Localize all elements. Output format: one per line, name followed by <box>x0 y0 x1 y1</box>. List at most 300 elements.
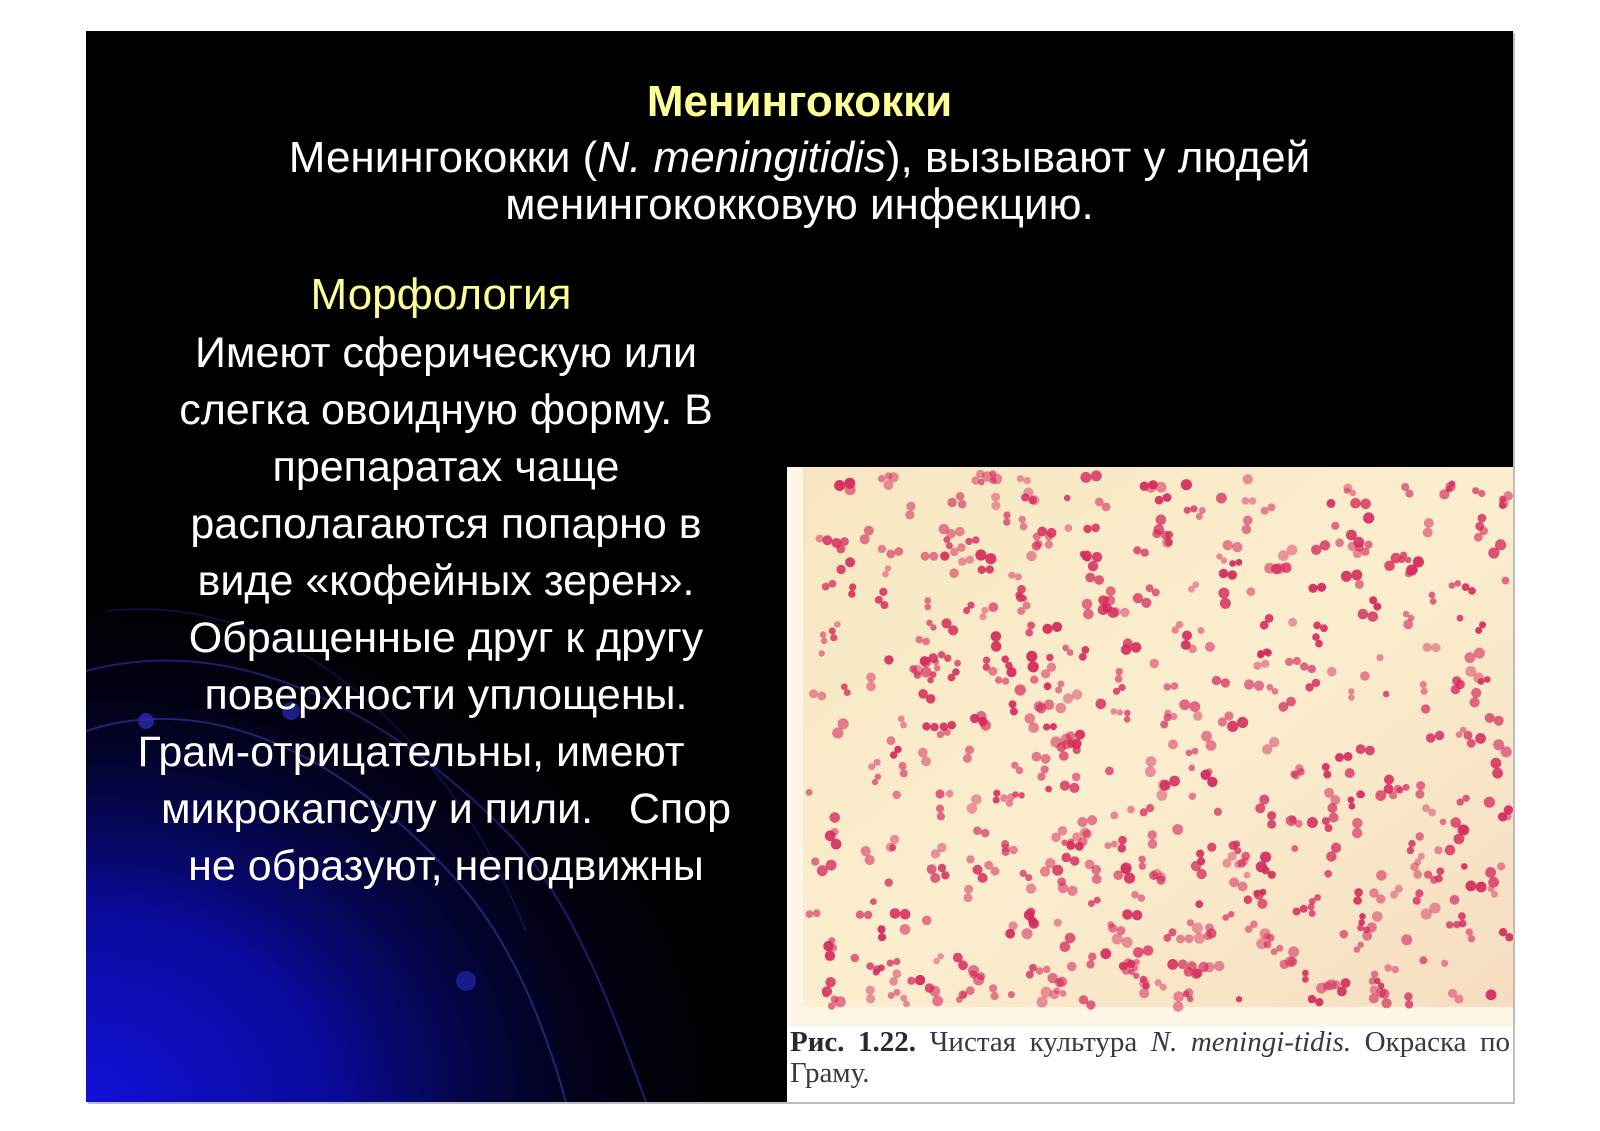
coccus <box>806 910 814 918</box>
coccus <box>1229 560 1236 567</box>
slide-title: Менингококки <box>646 77 953 126</box>
coccus <box>1325 824 1333 832</box>
coccus <box>1045 541 1053 549</box>
coccus <box>1132 910 1142 920</box>
coccus <box>1113 870 1123 880</box>
coccus <box>1457 615 1464 622</box>
coccus <box>1152 589 1160 597</box>
coccus <box>1363 926 1370 933</box>
coccus <box>834 621 841 628</box>
coccus <box>1262 744 1272 754</box>
coccus <box>1244 872 1251 879</box>
coccus <box>1064 495 1071 502</box>
coccus <box>966 855 974 863</box>
coccus <box>1052 622 1062 632</box>
coccus <box>844 689 851 696</box>
coccus <box>1160 984 1167 991</box>
coccus <box>925 983 934 992</box>
coccus <box>1000 794 1008 802</box>
coccus <box>1127 806 1135 814</box>
coccus <box>1256 938 1267 949</box>
coccus <box>978 873 988 883</box>
coccus <box>1118 844 1127 853</box>
coccus <box>1315 640 1323 648</box>
coccus <box>1406 565 1417 576</box>
coccus <box>1430 598 1437 605</box>
coccus <box>1003 511 1010 518</box>
coccus <box>1124 710 1131 717</box>
subtitle-text-before: Менингококки ( <box>288 133 598 182</box>
coccus <box>1423 528 1433 538</box>
coccus <box>1167 959 1178 970</box>
coccus <box>1341 571 1352 582</box>
coccus <box>1037 773 1045 781</box>
coccus <box>1070 856 1080 866</box>
coccus <box>1198 627 1205 634</box>
coccus <box>1476 882 1487 893</box>
coccus <box>1285 658 1293 666</box>
coccus <box>986 565 994 573</box>
coccus <box>879 588 887 596</box>
coccus <box>1055 687 1062 694</box>
coccus <box>927 677 934 684</box>
coccus <box>978 717 987 726</box>
coccus <box>1322 763 1330 771</box>
coccus <box>811 857 819 865</box>
coccus <box>1041 669 1050 678</box>
coccus <box>1475 733 1486 744</box>
coccus <box>981 607 988 614</box>
coccus <box>1058 883 1068 893</box>
coccus <box>977 972 985 980</box>
coccus <box>1082 599 1093 610</box>
coccus <box>964 893 973 902</box>
micrograph-figure <box>787 467 1513 1102</box>
coccus <box>1421 704 1430 713</box>
coccus <box>1176 935 1185 944</box>
coccus <box>1092 874 1102 884</box>
coccus <box>1182 631 1192 641</box>
coccus <box>1110 812 1118 820</box>
coccus <box>1058 680 1065 687</box>
coccus <box>958 960 968 970</box>
coccus <box>936 805 944 813</box>
coccus <box>1009 846 1018 855</box>
coccus <box>920 657 931 668</box>
coccus <box>1455 580 1462 587</box>
coccus <box>1064 524 1072 532</box>
coccus <box>1254 681 1264 691</box>
coccus <box>1323 981 1332 990</box>
caption-text: Чистая культура <box>929 1026 1138 1058</box>
coccus <box>899 762 907 770</box>
coccus <box>937 731 944 738</box>
coccus <box>1104 842 1111 849</box>
coccus <box>1204 962 1214 972</box>
coccus <box>1152 529 1161 538</box>
coccus <box>1484 676 1491 683</box>
coccus <box>865 855 875 865</box>
coccus <box>1275 563 1286 574</box>
morphology-line: препаратах чаще <box>272 443 620 491</box>
coccus <box>1214 808 1222 816</box>
coccus <box>1045 786 1052 793</box>
coccus <box>1467 739 1476 748</box>
coccus <box>1405 557 1412 564</box>
coccus <box>1295 764 1303 772</box>
coccus <box>1371 971 1378 978</box>
coccus <box>1305 683 1313 691</box>
coccus <box>1449 582 1456 589</box>
coccus <box>1454 994 1463 1003</box>
coccus <box>1253 890 1260 897</box>
coccus <box>1223 540 1233 550</box>
coccus <box>885 565 892 572</box>
caption-stain: Окраска по Граму. <box>790 1026 1511 1089</box>
coccus <box>922 916 932 926</box>
coccus <box>819 650 825 656</box>
coccus <box>1272 688 1279 695</box>
coccus <box>992 474 1003 485</box>
coccus <box>1062 740 1072 750</box>
coccus <box>950 548 959 557</box>
coccus <box>1288 946 1299 957</box>
coccus <box>975 549 986 560</box>
coccus <box>1111 841 1118 848</box>
coccus <box>1323 771 1331 779</box>
coccus <box>946 542 953 549</box>
coccus <box>1026 651 1037 662</box>
coccus <box>933 958 940 965</box>
coccus <box>1348 694 1354 700</box>
coccus <box>845 484 856 495</box>
coccus <box>829 812 840 823</box>
coccus <box>993 790 1000 797</box>
coccus <box>1196 869 1206 879</box>
coccus <box>1102 503 1111 512</box>
coccus <box>1413 897 1421 905</box>
coccus <box>1001 848 1009 856</box>
coccus <box>816 535 824 543</box>
coccus <box>1169 776 1180 787</box>
coccus <box>1261 507 1269 515</box>
coccus <box>940 722 949 731</box>
coccus <box>1399 557 1406 564</box>
coccus <box>1379 989 1389 999</box>
coccus <box>1390 891 1398 899</box>
coccus <box>1091 470 1102 481</box>
coccus <box>900 769 908 777</box>
coccus <box>813 909 821 917</box>
coccus <box>1149 480 1158 489</box>
coccus <box>948 625 958 635</box>
coccus <box>1088 561 1098 571</box>
coccus <box>1026 551 1036 561</box>
coccus <box>1358 609 1369 620</box>
coccus <box>1141 598 1151 608</box>
coccus <box>1032 752 1042 762</box>
coccus <box>821 638 828 645</box>
coccus <box>878 475 886 483</box>
coccus <box>1302 976 1309 983</box>
coccus <box>851 954 860 963</box>
coccus <box>991 992 999 1000</box>
coccus <box>1082 646 1090 654</box>
coccus <box>1088 900 1095 907</box>
coccus <box>1181 479 1192 490</box>
coccus <box>1221 678 1230 687</box>
coccus <box>1246 587 1255 596</box>
coccus <box>1172 824 1183 835</box>
figure-caption <box>790 1027 1510 1089</box>
coccus <box>817 865 828 876</box>
coccus <box>1268 503 1276 511</box>
coccus <box>1029 918 1039 928</box>
coccus <box>1207 777 1217 787</box>
coccus <box>1116 926 1125 935</box>
coccus <box>1123 638 1133 648</box>
coccus <box>1408 840 1415 847</box>
coccus <box>1352 818 1362 828</box>
coccus <box>1009 700 1017 708</box>
coccus <box>1030 676 1038 684</box>
coccus <box>1232 542 1242 552</box>
coccus <box>955 527 965 537</box>
coccus <box>1423 643 1432 652</box>
coccus <box>890 751 897 758</box>
coccus <box>1163 493 1172 502</box>
coccus <box>1048 973 1058 983</box>
coccus <box>981 829 990 838</box>
coccus <box>1015 573 1022 580</box>
coccus <box>1193 711 1202 720</box>
coccus <box>1475 522 1484 531</box>
coccus <box>978 479 985 486</box>
coccus <box>1160 721 1168 729</box>
morphology-line: Грам-отрицательны, имеют <box>137 728 685 776</box>
coccus <box>1220 598 1231 609</box>
coccus <box>848 590 855 597</box>
coccus <box>1302 970 1309 977</box>
coccus <box>1384 964 1392 972</box>
coccus <box>835 996 846 1007</box>
coccus <box>1222 859 1231 868</box>
coccus <box>1419 956 1427 964</box>
coccus <box>1141 549 1149 557</box>
coccus <box>915 975 925 985</box>
coccus <box>1313 622 1321 630</box>
coccus <box>1145 766 1156 777</box>
coccus <box>1190 505 1197 512</box>
coccus <box>1450 895 1460 905</box>
coccus <box>1221 557 1227 563</box>
coccus <box>938 864 946 872</box>
coccus <box>1016 767 1023 774</box>
coccus <box>886 550 895 559</box>
coccus <box>1376 894 1385 903</box>
coccus <box>1218 717 1227 726</box>
coccus <box>1015 684 1026 695</box>
coccus <box>963 754 972 763</box>
coccus <box>934 665 940 671</box>
coccus <box>1237 717 1248 728</box>
coccus <box>1037 996 1048 1007</box>
coccus <box>1105 767 1114 776</box>
coccus <box>1188 586 1195 593</box>
coccus <box>1195 900 1203 908</box>
coccus <box>1060 941 1071 952</box>
coccus <box>1096 699 1107 710</box>
coccus <box>1360 671 1370 681</box>
coccus <box>995 676 1002 683</box>
coccus <box>1156 514 1167 525</box>
coccus <box>1091 865 1101 875</box>
coccus <box>1018 792 1024 798</box>
coccus <box>1498 812 1507 821</box>
coccus <box>825 951 835 961</box>
coccus <box>973 826 982 835</box>
coccus <box>924 604 931 611</box>
coccus <box>1111 708 1117 714</box>
coccus <box>1067 649 1074 656</box>
coccus <box>1121 863 1132 874</box>
coccus <box>1222 914 1229 921</box>
coccus <box>1146 756 1157 767</box>
coccus <box>938 651 945 658</box>
coccus <box>1485 867 1496 878</box>
coccus <box>1026 883 1036 893</box>
coccus <box>1052 865 1063 876</box>
coccus <box>929 552 938 561</box>
coccus <box>1327 667 1337 677</box>
coccus <box>1344 483 1353 492</box>
coccus <box>1173 991 1184 1002</box>
coccus <box>1092 552 1102 562</box>
coccus <box>958 558 966 566</box>
coccus <box>1257 650 1265 658</box>
coccus <box>1391 966 1399 974</box>
coccus <box>1370 985 1379 994</box>
coccus <box>829 580 837 588</box>
coccus <box>1193 969 1203 979</box>
coccus <box>849 583 856 590</box>
coccus <box>958 500 967 509</box>
coccus <box>1028 722 1039 733</box>
coccus <box>988 602 998 612</box>
coccus <box>1352 828 1362 838</box>
coccus <box>1171 682 1179 690</box>
coccus <box>971 794 982 805</box>
coccus <box>1405 490 1413 498</box>
coccus <box>1271 948 1278 955</box>
coccus <box>1260 889 1267 896</box>
coccus <box>1003 518 1010 525</box>
morphology-line: Обращенные друг к другу <box>188 614 704 662</box>
coccus <box>820 631 827 638</box>
coccus <box>1075 730 1085 740</box>
coccus <box>1062 853 1072 863</box>
coccus <box>924 597 931 604</box>
coccus <box>1008 991 1015 998</box>
coccus <box>1122 937 1133 948</box>
coccus <box>880 601 888 609</box>
coccus <box>809 689 818 698</box>
coccus <box>1311 545 1321 555</box>
coccus <box>903 1001 910 1008</box>
coccus <box>1397 787 1404 794</box>
coccus <box>1027 622 1035 630</box>
coccus <box>1242 497 1250 505</box>
coccus <box>1502 577 1510 585</box>
coccus <box>1300 662 1308 670</box>
coccus <box>1108 924 1117 933</box>
morphology-line: слегка овоидную форму. В <box>179 386 713 434</box>
coccus <box>1124 873 1135 884</box>
coccus <box>983 664 990 671</box>
coccus <box>940 551 949 560</box>
coccus <box>856 911 864 919</box>
coccus <box>825 977 835 987</box>
coccus <box>939 524 949 534</box>
coccus <box>1401 934 1412 945</box>
coccus <box>1413 870 1422 879</box>
morphology-heading: Морфология <box>310 270 572 319</box>
coccus <box>1376 870 1387 881</box>
coccus <box>1407 847 1414 854</box>
coccus <box>954 660 961 667</box>
coccus <box>1337 987 1347 997</box>
coccus <box>1428 809 1436 817</box>
coccus <box>1327 803 1337 813</box>
coccus <box>1046 654 1053 661</box>
coccus <box>991 867 1000 876</box>
coccus <box>978 566 986 574</box>
coccus <box>1377 654 1384 661</box>
coccus <box>1216 493 1227 504</box>
coccus <box>1119 962 1128 971</box>
coccus <box>1404 992 1412 1000</box>
coccus <box>1355 580 1364 589</box>
coccus <box>840 537 849 546</box>
coccus <box>1300 905 1308 913</box>
coccus <box>882 571 889 578</box>
coccus <box>1228 570 1237 579</box>
coccus <box>1162 537 1173 548</box>
coccus <box>1139 978 1149 988</box>
coccus <box>1020 523 1028 531</box>
coccus <box>1245 925 1253 933</box>
coccus <box>1421 688 1428 695</box>
coccus <box>1085 573 1095 583</box>
coccus <box>918 748 928 758</box>
morphology-line: виде «кофейных зерен». <box>197 557 695 605</box>
coccus <box>1259 795 1269 805</box>
coccus <box>836 565 845 574</box>
coccus <box>1492 768 1503 779</box>
coccus <box>1005 929 1015 939</box>
coccus <box>1041 987 1052 998</box>
coccus <box>1354 888 1363 897</box>
coccus <box>1063 693 1073 703</box>
coccus <box>1212 676 1221 685</box>
coccus <box>948 721 957 730</box>
morphology-line: Имеют сферическую или <box>195 329 697 377</box>
micrograph-image <box>787 467 1513 1027</box>
coccus <box>1086 960 1094 968</box>
coccus <box>828 1002 836 1010</box>
coccus <box>1242 525 1252 535</box>
coccus <box>887 736 896 745</box>
